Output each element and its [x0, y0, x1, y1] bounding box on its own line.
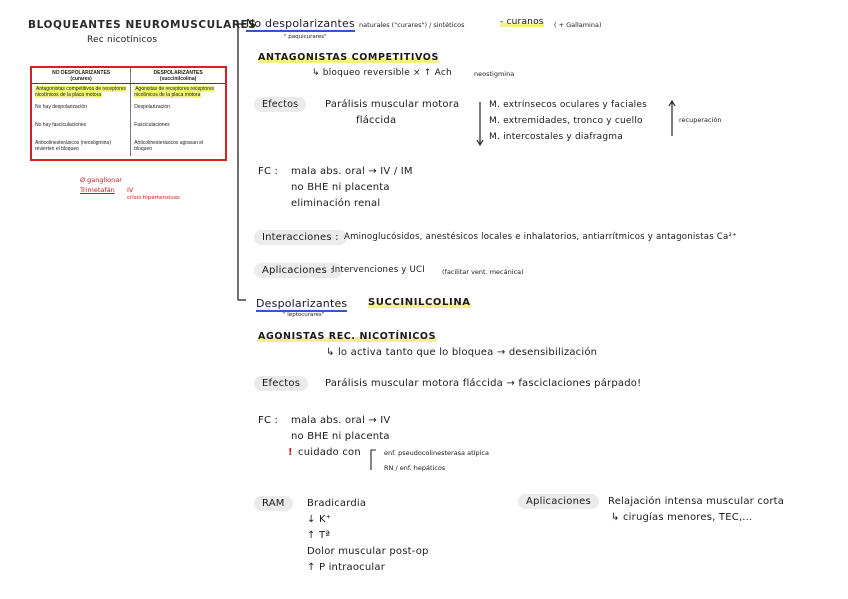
- desp-nickname: " leptocurares": [283, 312, 325, 318]
- no-desp-mech-desc: ↳ bloqueo reversible × ↑ Ach: [312, 68, 452, 78]
- efectos-label: Efectos: [254, 97, 306, 112]
- no-desp-fc-2: no BHE ni placenta: [291, 182, 390, 193]
- ram-item-1: Bradicardia: [307, 498, 367, 509]
- ram-item-5: ↑ P intraocular: [307, 562, 386, 573]
- interacciones-text: Aminoglucósidos, anestésicos locales e inhalatorios, antiarrítmicos y antagonistas Ca²⁺: [344, 232, 737, 242]
- no-desp-fc-1: mala abs. oral → IV / IM: [291, 166, 413, 177]
- table-header-col2: DESPOLARIZANTES (succinilcolina): [131, 68, 225, 84]
- bracket-icon: [368, 448, 378, 472]
- desp-efectos-text: Parálisis muscular motora fláccida → fasciclaciones párpado!: [325, 378, 642, 389]
- no-desp-fc-label: FC :: [258, 166, 279, 177]
- desp-mech-desc: ↳ lo activa tanto que lo bloquea → desensibilización: [326, 347, 598, 358]
- efectos-main: Parálisis muscular motora: [325, 99, 460, 110]
- no-desp-aplicaciones-text: Intervenciones y UCI: [332, 265, 425, 275]
- table-row: Antagonistas competitivos de receptores nicotínicos de la placa motora Agonistas de receptores receptores nicotínicos de la placa motora: [32, 84, 225, 103]
- desp-fc-1: mala abs. oral → IV: [291, 415, 391, 426]
- table-row: No hay fasciculaciones Fasciculaciones: [32, 120, 225, 138]
- cuidado-label: cuidado con: [298, 447, 361, 458]
- desp-aplicaciones-label: Aplicaciones: [518, 494, 599, 509]
- efectos-main2: fláccida: [356, 115, 397, 126]
- efectos-list-1: M. extrínsecos oculares y faciales: [489, 100, 647, 110]
- desp-fc-label: FC :: [258, 415, 279, 426]
- side-note-ganglionar: Ø ganglionar: [80, 176, 122, 184]
- no-desp-nickname: " paquicurares": [284, 34, 327, 40]
- desp-aplicaciones-1: Relajación intensa muscular corta: [608, 496, 785, 507]
- desp-efectos-label: Efectos: [254, 376, 308, 391]
- ram-item-4: Dolor muscular post-op: [307, 546, 429, 557]
- table-row: No hay despolarización Despolarización: [32, 102, 225, 120]
- no-desp-title: No despolarizantes: [246, 17, 355, 30]
- table-row: Anticolinesterásicos (neostigmina) revierten el bloqueo Anticolinesterásicos agravan el bloqueo: [32, 138, 225, 156]
- no-desp-aplicaciones-note: (facilitar vent. mecánica): [442, 268, 524, 276]
- comparison-table: [30, 66, 227, 161]
- no-desp-mech-note: neostigmina: [474, 70, 515, 78]
- up-arrow-icon: [666, 98, 678, 138]
- side-note-trimetafan: Trimetafán: [80, 186, 115, 194]
- no-desp-title-note: naturales ("curares") / sintéticos: [359, 21, 465, 29]
- no-desp-fc-3: eliminación renal: [291, 198, 381, 209]
- desp-title: Despolarizantes: [256, 297, 348, 310]
- section-bracket: [228, 18, 248, 308]
- no-desp-mech-title: ANTAGONISTAS COMPETITIVOS: [258, 52, 439, 63]
- desp-aplicaciones-2: ↳ cirugías menores, TEC,...: [611, 512, 753, 523]
- cuidado-item-1: enf. pseudocolinesterasa atípica: [384, 449, 489, 457]
- curanos-note: ( + Gallamina): [554, 21, 602, 29]
- ram-item-2: ↓ K⁺: [307, 514, 332, 525]
- page-title: BLOQUEANTES NEUROMUSCULARES: [28, 19, 257, 31]
- desp-fc-2: no BHE ni placenta: [291, 431, 390, 442]
- down-arrow-icon: [474, 100, 486, 148]
- interacciones-label: Interacciones :: [254, 230, 347, 245]
- desp-drug: SUCCINILCOLINA: [368, 297, 471, 308]
- side-note-iv: IV: [127, 186, 134, 194]
- efectos-list-2: M. extremidades, tronco y cuello: [489, 116, 643, 126]
- page-subtitle: Rec nicotínicos: [87, 35, 158, 45]
- efectos-list-3: M. intercostales y diafragma: [489, 132, 623, 142]
- warning-icon: !: [288, 447, 293, 458]
- curanos-label: - curanos: [500, 17, 544, 27]
- side-note-crisis: crisis hipertensivas: [127, 195, 180, 201]
- no-desp-aplicaciones-label: Aplicaciones :: [254, 263, 342, 278]
- cuidado-item-2: RN / enf. hepáticos: [384, 464, 446, 472]
- ram-item-3: ↑ Tª: [307, 530, 331, 541]
- table-header-col1: NO DESPOLARIZANTES (curares): [32, 68, 131, 84]
- desp-mech-title: AGONISTAS REC. NICOTÍNICOS: [258, 331, 437, 342]
- recuperacion-label: recuperación: [679, 116, 722, 124]
- ram-label: RAM: [254, 496, 293, 511]
